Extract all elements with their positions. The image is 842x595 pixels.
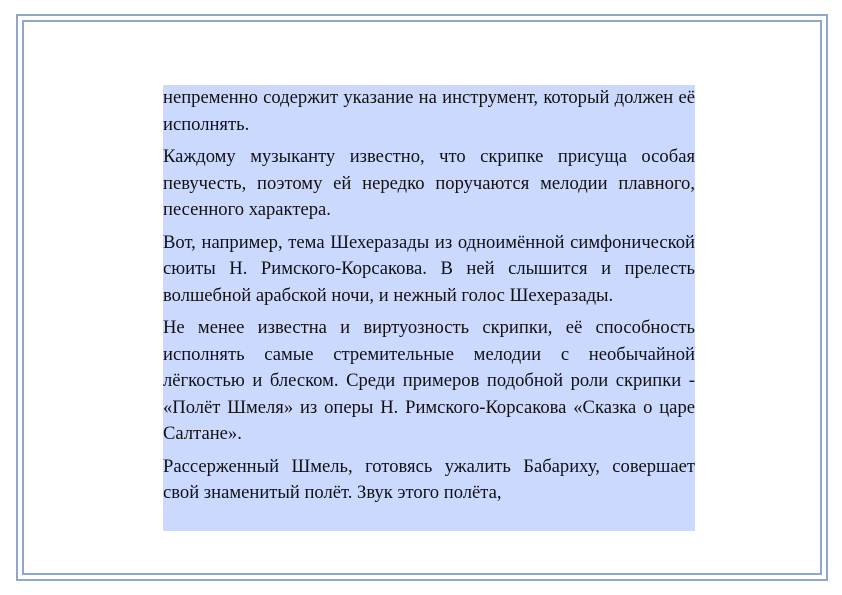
text-block (163, 85, 695, 531)
paragraph-4: Не менее известна и виртуозность скрипки, её способность исполнять самые стремительные мелодии с необычайной лёгкостью и блеском. Среди примеров подобной роли скрипки - «Полёт Шмеля» из оперы Н. Римского-Корсакова «Сказка о царе Салтане». (163, 317, 695, 444)
paragraph-5: Рассерженный Шмель, готовясь ужалить Бабариху, совершает свой знаменитый полёт. Звук этого полёта, (163, 455, 695, 503)
paragraph-3: Вот, например, тема Шехеразады из одноимённой симфонической сюиты Н. Римского-Корсакова. В ней слышится и прелесть волшебной арабской ночи, и нежный голос Шехеразады. (163, 231, 695, 306)
paragraph-1: непременно содержит указание на инструмент, который должен её исполнять. (163, 87, 695, 135)
paragraph-2: Каждому музыканту известно, что скрипке присуща особая певучесть, поэтому ей нередко поручаются мелодии плавного, песенного характера. (163, 146, 695, 220)
